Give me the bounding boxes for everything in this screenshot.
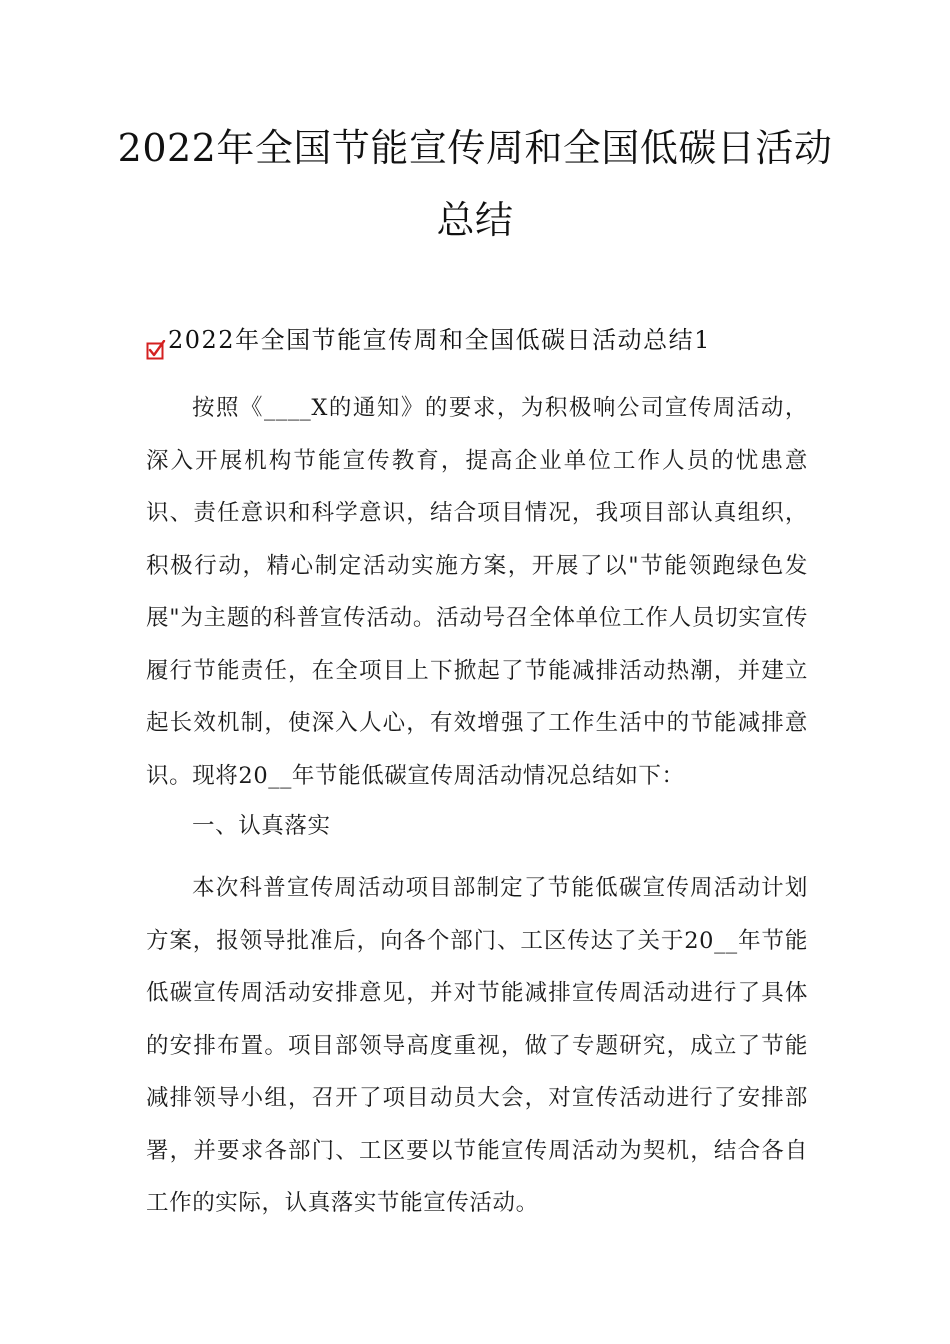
section-heading xyxy=(146,800,808,853)
document-title-line-2: 总结 xyxy=(436,198,514,242)
document-title-line-1: 2022年全国节能宣传周和全国低碳日活动 xyxy=(117,126,833,170)
section-paragraph xyxy=(146,862,808,1230)
section-paragraph-text: 本次科普宣传周活动项目部制定了节能低碳宣传周活动计划方案，报领导批准后，向各个部门、工区传达了关于20__年节能低碳宣传周活动安排意见，并对节能减排宣传周活动进行了具体的安排布置。项目部领导高度重视，做了专题研究，成立了节能减排领导小组，召开了项目动员大会，对宣传活动进行了安排部署，并要求各部门、工区要以节能宣传周活动为契机，结合各自工作的实际，认真落实节能宣传活动。 xyxy=(146,875,808,1216)
checkbox-checked-icon xyxy=(146,334,166,354)
intro-paragraph-text: 按照《____X的通知》的要求，为积极响公司宣传周活动，深入开展机构节能宣传教育，提高企业单位工作人员的忧患意识、责任意识和科学意识，结合项目情况，我项目部认真组织，积极行动，精心制定活动实施方案，开展了以"节能领跑绿色发展"为主题的科普宣传活动。活动号召全体单位工作人员切实宣传履行节能责任，在全项目上下掀起了节能减排活动热潮，并建立起长效机制，使深入人心，有效增强了工作生活中的节能减排意识。现将20__年节能低碳宣传周活动情况总结如下： xyxy=(146,395,808,789)
section-subheading xyxy=(146,322,711,358)
subheading-text: 2022年全国节能宣传周和全国低碳日活动总结1 xyxy=(168,326,711,354)
intro-paragraph xyxy=(146,382,808,802)
section-heading-text: 一、认真落实 xyxy=(192,813,331,839)
